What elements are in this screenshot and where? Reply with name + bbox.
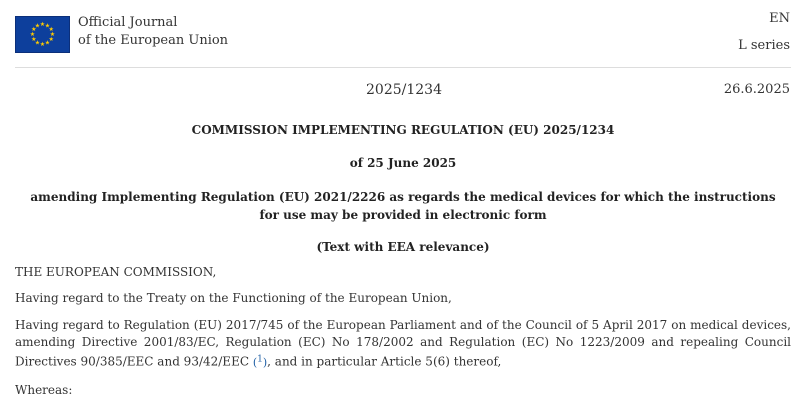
journal-title-line1: Official Journal [78,15,178,30]
language-code: EN [769,11,790,26]
eu-flag-icon [15,16,70,53]
regulation-subject: amending Implementing Regulation (EU) 2021/2226 as regards the medical devices for which the instructions for use may be provided in electronic form [30,190,776,222]
whereas-line: Whereas: [15,383,73,397]
footnote-link[interactable] [253,356,267,369]
svg-text:★: ★ [34,39,41,47]
footnote-close: ) [262,355,268,369]
footnote-number: 1 [257,354,263,364]
publication-date: 26.6.2025 [723,82,790,97]
journal-title-line2: of the European Union [78,33,229,48]
svg-text:★: ★ [44,39,51,47]
footnote-open: ( [252,355,258,369]
eea-relevance: (Text with EEA relevance) [316,240,490,254]
regulation-title: COMMISSION IMPLEMENTING REGULATION (EU) 2025/1234 [191,123,615,137]
journal-title [78,14,228,50]
svg-text:★: ★ [39,21,46,28]
regulation-citation-tail: , and in particular Article 5(6) thereof, [267,354,502,369]
document-number: 2025/1234 [366,82,442,98]
svg-text:★: ★ [29,31,36,38]
journal-header [0,0,800,66]
institution-line: THE EUROPEAN COMMISSION, [15,265,217,279]
svg-text:★: ★ [48,36,54,43]
svg-text:★: ★ [49,31,56,38]
svg-text:★: ★ [31,26,37,33]
svg-text:★: ★ [44,22,51,30]
svg-text:★: ★ [31,36,37,43]
header-divider [15,67,791,68]
svg-text:★: ★ [39,41,46,48]
svg-text:★: ★ [48,26,54,33]
treaty-citation: Having regard to the Treaty on the Functioning of the European Union, [15,291,452,305]
regulation-citation [15,317,791,371]
svg-text:★: ★ [34,22,41,30]
regulation-citation-text: Having regard to Regulation (EU) 2017/745 of the European Parliament and of the Council of 5 April 2017 on medical devices, amending Directive 2001/83/EC, Regulation (EC) No 178/2002 and Regulation (EC) No 1223/2009 and repealing Council Directives 90/385/EEC and 93/42/EEC [15,318,791,369]
journal-series: L series [738,38,790,53]
regulation-date-line: of 25 June 2025 [349,156,457,170]
